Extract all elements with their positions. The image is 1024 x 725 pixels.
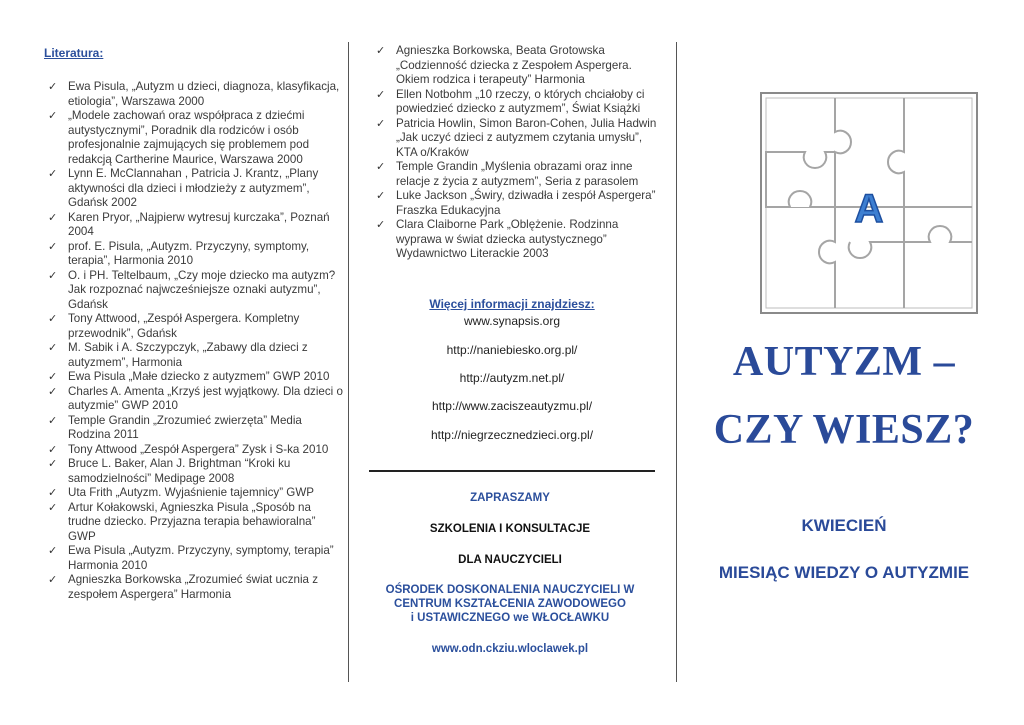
link-naniebiesko[interactable]: http://naniebiesko.org.pl/ [446,343,578,357]
literature-item [46,80,346,109]
checkmark-icon: ✓ [48,545,58,557]
checkmark-icon: ✓ [48,110,58,122]
literature-item [46,573,346,602]
literature-item [46,370,346,385]
invite-heading: ZAPRASZAMY [470,492,550,504]
literature-item-text: Luke Jackson „Świry, dziwadła i zespół Aspergera” Fraszka Edukacyjna [396,189,656,217]
checkmark-icon: ✓ [48,371,58,383]
literature-item [46,269,346,313]
literature-item-text: Uta Frith „Autyzm. Wyjaśnienie tajemnicy” GWP [68,486,314,499]
literature-item [46,341,346,370]
cover-title-line-2: CZY WIESZ? [713,407,975,453]
puzzle-logo [760,92,978,314]
checkmark-icon: ✓ [376,219,386,231]
checkmark-icon: ✓ [48,81,58,93]
literature-item-text: Temple Grandin „Zrozumieć zwierzęta” Media Rodzina 2011 [68,413,302,441]
literature-item [46,544,346,573]
literature-item [46,109,346,167]
org-line-1: OŚRODEK DOSKONALENIA NAUCZYCIELI W [385,584,635,596]
checkmark-icon: ✓ [48,501,58,514]
literature-item-text: „Modele zachowań oraz współpraca z dziećmi autystycznymi”, Poradnik dla rodziców i osób profesjonalnie zajmujących się problemem pod redakcją Cartherine Maurice, Warszawa 2000 [68,109,310,166]
more-info-heading: Więcej informacji znajdziesz: [429,297,595,311]
literature-item-text: O. i PH. Teltelbaum, „Czy moje dziecko ma autyzm? Jak rozpoznać najwcześniejsze oznaki autyzmu”, Gdańsk [68,268,336,311]
column-divider-left [348,42,349,682]
literature-item [46,167,346,211]
invite-teachers: DLA NAUCZYCIELI [458,554,562,566]
literature-item [46,414,346,443]
literature-list-left [46,80,346,602]
literature-item [46,385,346,414]
link-synapsis[interactable]: www.synapsis.org [463,314,561,328]
literature-item [374,218,664,262]
literature-item-text: M. Sabik i A. Szczypczyk, „Zabawy dla dzieci z autyzmem”, Harmonia [68,341,308,369]
checkmark-icon: ✓ [376,117,386,130]
column-divider-right [676,42,677,682]
literature-item-text: prof. E. Pisula, „Autyzm. Przyczyny, symptomy, terapia”, Harmonia 2010 [68,239,310,267]
literature-item [374,44,664,88]
literature-item-text: Clara Claiborne Park „Oblężenie. Rodzinna wyprawa w świat dziecka autystycznego” Wydawnictwo Literackie 2003 [396,218,619,260]
checkmark-icon: ✓ [376,45,386,57]
literature-item-text: Bruce L. Baker, Alan J. Brightman “Kroki ku samodzielności” Medipage 2008 [68,457,291,485]
literature-item-text: Ellen Notbohm „10 rzeczy, o których chciałoby ci powiedzieć dziecko z autyzmem”, Świat Książki [396,87,645,115]
checkmark-icon: ✓ [48,269,58,282]
checkmark-icon: ✓ [48,487,58,499]
checkmark-icon: ✓ [48,574,58,586]
link-autyzm-net[interactable]: http://autyzm.net.pl/ [459,371,565,385]
org-website[interactable]: www.odn.ckziu.wloclawek.pl [431,643,589,655]
org-line-3: i USTAWICZNEGO we WŁOCŁAWKU [410,612,610,624]
section-divider [369,470,655,472]
literature-item-text: Tony Attwood, „Zespół Aspergera. Kompletny przewodnik”, Gdańsk [68,312,300,340]
checkmark-icon: ✓ [48,385,58,398]
literature-item-text: Artur Kołakowski, Agnieszka Pisula „Sposób na trudne dziecko. Przyjazna terapia behawioralna” GWP [68,500,316,543]
literature-item [46,501,346,545]
checkmark-icon: ✓ [48,211,58,224]
cover-month: KWIECIEŃ [801,516,887,535]
literature-item-text: Karen Pryor, „Najpierw wytresuj kurczaka”, Poznań 2004 [68,210,330,238]
literature-item-text: Lynn E. McClannahan , Patricia J. Krantz, „Plany aktywności dla dzieci i młodzieży z autyzmem”, Gdańsk 2002 [68,167,319,209]
checkmark-icon: ✓ [48,414,58,427]
checkmark-icon: ✓ [376,190,386,202]
cover-title-line-1: AUTYZM – [732,339,956,385]
checkmark-icon: ✓ [48,458,58,470]
literature-item-text: Ewa Pisula, „Autyzm u dzieci, diagnoza, klasyfikacja, etiologia”, Warszawa 2000 [68,80,340,108]
literature-item-text: Ewa Pisula „Małe dziecko z autyzmem” GWP 2010 [68,370,330,383]
literature-item [374,88,664,117]
literature-item-text: Patricia Howlin, Simon Baron-Cohen, Julia Hadwin „Jak uczyć dzieci z autyzmem czytania umysłu”, KTA o/Kraków [396,116,657,159]
literature-item [46,443,346,458]
puzzle-letter: A [854,187,884,231]
literature-item [374,189,664,218]
literature-heading: Literatura: [44,46,104,60]
literature-item-text: Charles A. Amenta „Krzyś jest wyjątkowy. Dla dzieci o autyzmie” GWP 2010 [68,384,343,412]
checkmark-icon: ✓ [48,168,58,180]
link-niegrzecznedzieci[interactable]: http://niegrzecznedzieci.org.pl/ [430,428,594,442]
checkmark-icon: ✓ [376,88,386,101]
literature-item-text: Temple Grandin „Myślenia obrazami oraz inne relacje z życia z autyzmem”, Seria z parasolem [396,160,639,188]
literature-item-text: Tony Attwood „Zespół Aspergera” Zysk i S-ka 2010 [68,442,329,456]
checkmark-icon: ✓ [48,443,58,456]
literature-item [46,312,346,341]
checkmark-icon: ✓ [376,161,386,173]
literature-item-text: Agnieszka Borkowska „Zrozumieć świat ucznia z zespołem Aspergera” Harmonia [68,573,318,601]
checkmark-icon: ✓ [48,313,58,325]
literature-item [46,211,346,240]
literature-list-middle [374,44,664,262]
link-zaciszeautyzmu[interactable]: http://www.zaciszeautyzmu.pl/ [431,399,593,413]
checkmark-icon: ✓ [48,342,58,354]
org-line-2: CENTRUM KSZTAŁCENIA ZAWODOWEGO [394,598,626,610]
invite-trainings: SZKOLENIA I KONSULTACJE [429,523,591,535]
literature-item [46,240,346,269]
literature-item [374,160,664,189]
cover-month-subtitle: MIESIĄC WIEDZY O AUTYZMIE [718,563,970,582]
literature-item [46,486,346,501]
checkmark-icon: ✓ [48,240,58,253]
literature-item-text: Ewa Pisula „Autyzm. Przyczyny, symptomy, terapia” Harmonia 2010 [68,544,334,572]
literature-item [46,457,346,486]
literature-item [374,117,664,161]
literature-item-text: Agnieszka Borkowska, Beata Grotowska „Codzienność dziecka z Zespołem Aspergera. Okiem rodzica i terapeuty” Harmonia [396,44,632,86]
